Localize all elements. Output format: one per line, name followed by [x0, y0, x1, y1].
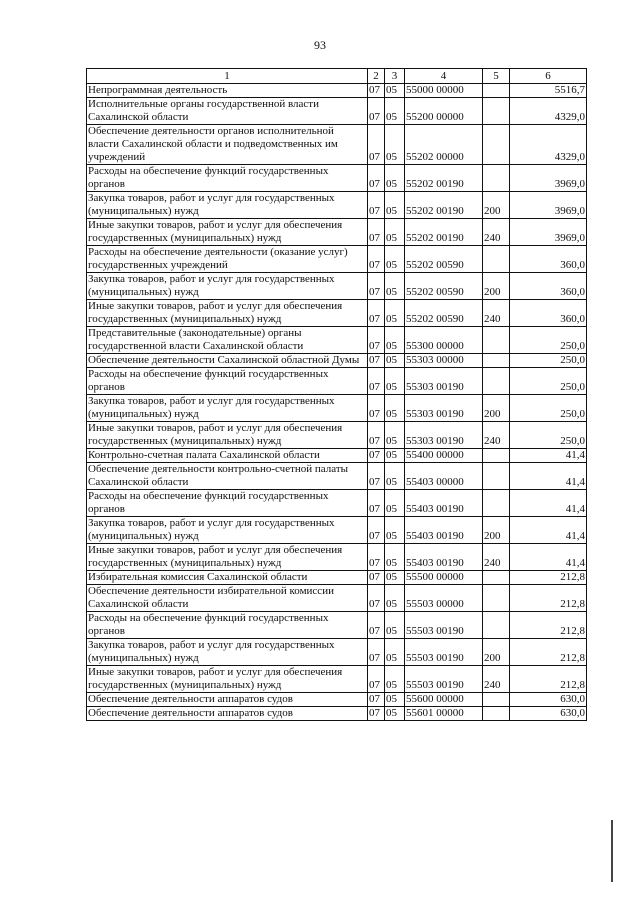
expense-type-cell — [483, 490, 510, 517]
expense-type-cell: 200 — [483, 517, 510, 544]
amount-cell: 212,8 — [510, 612, 587, 639]
table-row — [87, 395, 587, 422]
target-article-cell: 55403 00190 — [405, 517, 483, 544]
expense-type-cell — [483, 165, 510, 192]
subsection-code-cell: 05 — [385, 165, 405, 192]
row-name-cell: Иные закупки товаров, работ и услуг для обеспечения государственных (муниципальных) нужд — [87, 300, 368, 327]
subsection-code-cell: 05 — [385, 192, 405, 219]
expense-type-cell: 200 — [483, 639, 510, 666]
section-code-cell: 07 — [368, 219, 385, 246]
row-name-cell: Расходы на обеспечение функций государственных органов — [87, 490, 368, 517]
row-name-cell: Иные закупки товаров, работ и услуг для обеспечения государственных (муниципальных) нужд — [87, 422, 368, 449]
subsection-code-cell: 05 — [385, 585, 405, 612]
table-row — [87, 666, 587, 693]
section-code-cell: 07 — [368, 517, 385, 544]
target-article-cell: 55202 00590 — [405, 273, 483, 300]
section-code-cell: 07 — [368, 354, 385, 368]
section-code-cell: 07 — [368, 165, 385, 192]
expense-type-cell — [483, 571, 510, 585]
row-name-cell: Исполнительные органы государственной власти Сахалинской области — [87, 98, 368, 125]
target-article-cell: 55202 00000 — [405, 125, 483, 165]
target-article-cell: 55202 00190 — [405, 219, 483, 246]
section-code-cell: 07 — [368, 98, 385, 125]
expense-type-cell — [483, 125, 510, 165]
table-row — [87, 463, 587, 490]
amount-cell: 41,4 — [510, 517, 587, 544]
subsection-code-cell: 05 — [385, 571, 405, 585]
section-code-cell: 07 — [368, 422, 385, 449]
expense-type-cell — [483, 707, 510, 721]
row-name-cell: Иные закупки товаров, работ и услуг для обеспечения государственных (муниципальных) нужд — [87, 666, 368, 693]
subsection-code-cell: 05 — [385, 544, 405, 571]
table-row — [87, 571, 587, 585]
amount-cell: 212,8 — [510, 585, 587, 612]
subsection-code-cell: 05 — [385, 300, 405, 327]
header-col-4: 4 — [405, 69, 483, 84]
row-name-cell: Избирательная комиссия Сахалинской области — [87, 571, 368, 585]
expense-type-cell — [483, 612, 510, 639]
subsection-code-cell: 05 — [385, 422, 405, 449]
section-code-cell: 07 — [368, 571, 385, 585]
table-row — [87, 544, 587, 571]
subsection-code-cell: 05 — [385, 693, 405, 707]
subsection-code-cell: 05 — [385, 395, 405, 422]
table-row — [87, 490, 587, 517]
section-code-cell: 07 — [368, 84, 385, 98]
expense-type-cell — [483, 354, 510, 368]
amount-cell: 360,0 — [510, 246, 587, 273]
table-row — [87, 300, 587, 327]
target-article-cell: 55303 00190 — [405, 368, 483, 395]
section-code-cell: 07 — [368, 693, 385, 707]
section-code-cell: 07 — [368, 395, 385, 422]
amount-cell: 5516,7 — [510, 84, 587, 98]
subsection-code-cell: 05 — [385, 246, 405, 273]
expense-type-cell — [483, 98, 510, 125]
amount-cell: 212,8 — [510, 639, 587, 666]
target-article-cell: 55202 00190 — [405, 165, 483, 192]
expense-type-cell: 200 — [483, 395, 510, 422]
expense-type-cell: 240 — [483, 219, 510, 246]
subsection-code-cell: 05 — [385, 273, 405, 300]
budget-table — [86, 68, 587, 721]
row-name-cell: Обеспечение деятельности Сахалинской областной Думы — [87, 354, 368, 368]
amount-cell: 4329,0 — [510, 125, 587, 165]
expense-type-cell — [483, 84, 510, 98]
subsection-code-cell: 05 — [385, 463, 405, 490]
expense-type-cell: 200 — [483, 192, 510, 219]
expense-type-cell — [483, 327, 510, 354]
row-name-cell: Иные закупки товаров, работ и услуг для обеспечения государственных (муниципальных) нужд — [87, 219, 368, 246]
amount-cell: 630,0 — [510, 707, 587, 721]
subsection-code-cell: 05 — [385, 354, 405, 368]
subsection-code-cell: 05 — [385, 219, 405, 246]
table-row — [87, 192, 587, 219]
amount-cell: 630,0 — [510, 693, 587, 707]
section-code-cell: 07 — [368, 490, 385, 517]
target-article-cell: 55303 00190 — [405, 395, 483, 422]
target-article-cell: 55601 00000 — [405, 707, 483, 721]
subsection-code-cell: 05 — [385, 125, 405, 165]
subsection-code-cell: 05 — [385, 612, 405, 639]
section-code-cell: 07 — [368, 639, 385, 666]
row-name-cell: Непрограммная деятельность — [87, 84, 368, 98]
row-name-cell: Обеспечение деятельности аппаратов судов — [87, 693, 368, 707]
margin-mark — [611, 820, 613, 882]
expense-type-cell: 240 — [483, 544, 510, 571]
target-article-cell: 55600 00000 — [405, 693, 483, 707]
amount-cell: 3969,0 — [510, 219, 587, 246]
table-row — [87, 368, 587, 395]
section-code-cell: 07 — [368, 585, 385, 612]
target-article-cell: 55403 00000 — [405, 463, 483, 490]
target-article-cell: 55200 00000 — [405, 98, 483, 125]
amount-cell: 250,0 — [510, 368, 587, 395]
amount-cell: 250,0 — [510, 395, 587, 422]
expense-type-cell — [483, 368, 510, 395]
amount-cell: 3969,0 — [510, 192, 587, 219]
subsection-code-cell: 05 — [385, 666, 405, 693]
expense-type-cell: 200 — [483, 273, 510, 300]
amount-cell: 212,8 — [510, 666, 587, 693]
section-code-cell: 07 — [368, 273, 385, 300]
expense-type-cell — [483, 246, 510, 273]
subsection-code-cell: 05 — [385, 639, 405, 666]
section-code-cell: 07 — [368, 666, 385, 693]
row-name-cell: Расходы на обеспечение деятельности (оказание услуг) государственных учреждений — [87, 246, 368, 273]
amount-cell: 360,0 — [510, 300, 587, 327]
target-article-cell: 55202 00590 — [405, 300, 483, 327]
table-row — [87, 125, 587, 165]
expense-type-cell: 240 — [483, 666, 510, 693]
table-row — [87, 449, 587, 463]
target-article-cell: 55303 00000 — [405, 354, 483, 368]
subsection-code-cell: 05 — [385, 368, 405, 395]
section-code-cell: 07 — [368, 544, 385, 571]
target-article-cell: 55202 00590 — [405, 246, 483, 273]
target-article-cell: 55500 00000 — [405, 571, 483, 585]
expense-type-cell — [483, 449, 510, 463]
table-row — [87, 273, 587, 300]
subsection-code-cell: 05 — [385, 449, 405, 463]
subsection-code-cell: 05 — [385, 490, 405, 517]
row-name-cell: Обеспечение деятельности аппаратов судов — [87, 707, 368, 721]
table-row — [87, 165, 587, 192]
page-number: 93 — [314, 38, 326, 52]
section-code-cell: 07 — [368, 612, 385, 639]
table-row — [87, 422, 587, 449]
row-name-cell: Обеспечение деятельности органов исполнительной власти Сахалинской области и подведомственных им учреждений — [87, 125, 368, 165]
expense-type-cell — [483, 585, 510, 612]
subsection-code-cell: 05 — [385, 98, 405, 125]
table-row — [87, 585, 587, 612]
table-row — [87, 639, 587, 666]
header-col-1: 1 — [87, 69, 368, 84]
row-name-cell: Представительные (законодательные) органы государственной власти Сахалинской области — [87, 327, 368, 354]
target-article-cell: 55503 00190 — [405, 666, 483, 693]
target-article-cell: 55503 00190 — [405, 639, 483, 666]
row-name-cell: Расходы на обеспечение функций государственных органов — [87, 368, 368, 395]
section-code-cell: 07 — [368, 707, 385, 721]
target-article-cell: 55202 00190 — [405, 192, 483, 219]
table-row — [87, 84, 587, 98]
row-name-cell: Иные закупки товаров, работ и услуг для обеспечения государственных (муниципальных) нужд — [87, 544, 368, 571]
target-article-cell: 55400 00000 — [405, 449, 483, 463]
subsection-code-cell: 05 — [385, 517, 405, 544]
amount-cell: 41,4 — [510, 449, 587, 463]
row-name-cell: Закупка товаров, работ и услуг для государственных (муниципальных) нужд — [87, 273, 368, 300]
row-name-cell: Обеспечение деятельности контрольно-счетной палаты Сахалинской области — [87, 463, 368, 490]
section-code-cell: 07 — [368, 327, 385, 354]
section-code-cell: 07 — [368, 192, 385, 219]
subsection-code-cell: 05 — [385, 707, 405, 721]
row-name-cell: Расходы на обеспечение функций государственных органов — [87, 165, 368, 192]
section-code-cell: 07 — [368, 368, 385, 395]
section-code-cell: 07 — [368, 463, 385, 490]
header-row — [87, 69, 587, 84]
table-row — [87, 246, 587, 273]
header-col-5: 5 — [483, 69, 510, 84]
header-col-3: 3 — [385, 69, 405, 84]
amount-cell: 250,0 — [510, 327, 587, 354]
row-name-cell: Контрольно-счетная палата Сахалинской области — [87, 449, 368, 463]
table-row — [87, 327, 587, 354]
target-article-cell: 55403 00190 — [405, 490, 483, 517]
amount-cell: 3969,0 — [510, 165, 587, 192]
expense-type-cell: 240 — [483, 300, 510, 327]
expense-type-cell — [483, 463, 510, 490]
table-row — [87, 707, 587, 721]
row-name-cell: Обеспечение деятельности избирательной комиссии Сахалинской области — [87, 585, 368, 612]
target-article-cell: 55303 00190 — [405, 422, 483, 449]
target-article-cell: 55503 00190 — [405, 612, 483, 639]
target-article-cell: 55403 00190 — [405, 544, 483, 571]
table-row — [87, 354, 587, 368]
amount-cell: 4329,0 — [510, 98, 587, 125]
amount-cell: 41,4 — [510, 463, 587, 490]
amount-cell: 250,0 — [510, 422, 587, 449]
amount-cell: 41,4 — [510, 490, 587, 517]
section-code-cell: 07 — [368, 300, 385, 327]
section-code-cell: 07 — [368, 125, 385, 165]
target-article-cell: 55300 00000 — [405, 327, 483, 354]
table-row — [87, 517, 587, 544]
table-row — [87, 219, 587, 246]
header-col-6: 6 — [510, 69, 587, 84]
target-article-cell: 55503 00000 — [405, 585, 483, 612]
section-code-cell: 07 — [368, 449, 385, 463]
amount-cell: 250,0 — [510, 354, 587, 368]
amount-cell: 360,0 — [510, 273, 587, 300]
table-row — [87, 98, 587, 125]
target-article-cell: 55000 00000 — [405, 84, 483, 98]
section-code-cell: 07 — [368, 246, 385, 273]
row-name-cell: Закупка товаров, работ и услуг для государственных (муниципальных) нужд — [87, 517, 368, 544]
row-name-cell: Расходы на обеспечение функций государственных органов — [87, 612, 368, 639]
header-col-2: 2 — [368, 69, 385, 84]
table-row — [87, 693, 587, 707]
expense-type-cell — [483, 693, 510, 707]
row-name-cell: Закупка товаров, работ и услуг для государственных (муниципальных) нужд — [87, 192, 368, 219]
subsection-code-cell: 05 — [385, 84, 405, 98]
amount-cell: 41,4 — [510, 544, 587, 571]
row-name-cell: Закупка товаров, работ и услуг для государственных (муниципальных) нужд — [87, 639, 368, 666]
expense-type-cell: 240 — [483, 422, 510, 449]
amount-cell: 212,8 — [510, 571, 587, 585]
row-name-cell: Закупка товаров, работ и услуг для государственных (муниципальных) нужд — [87, 395, 368, 422]
subsection-code-cell: 05 — [385, 327, 405, 354]
table-row — [87, 612, 587, 639]
